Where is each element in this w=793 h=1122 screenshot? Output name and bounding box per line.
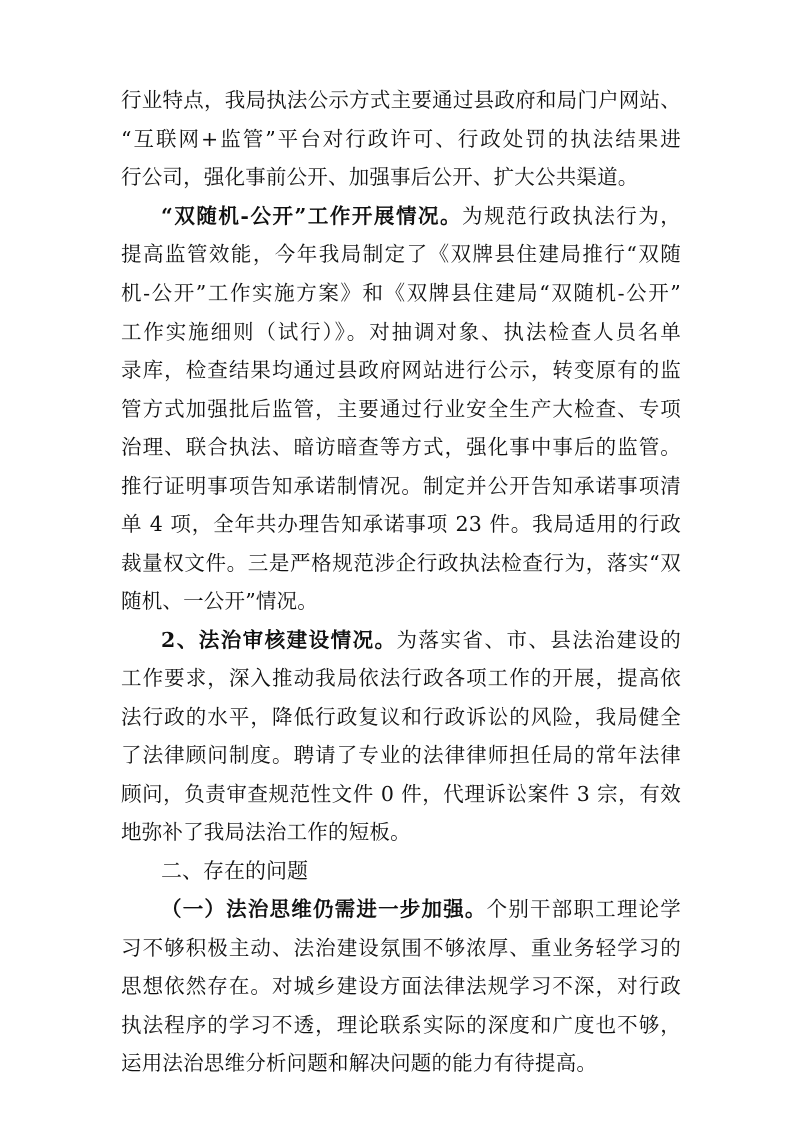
paragraph-text: 个别干部职工理论学 <box>486 897 681 921</box>
paragraph-line: 推行证明事项告知承诺制情况。制定并公开告知承诺事项清 <box>121 474 681 498</box>
paragraph-line: 了法律顾问制度。聘请了专业的法律律师担任局的常年法律 <box>121 743 681 767</box>
paragraph-line: 提高监管效能，今年我局制定了《双牌县住建局推行“双随 <box>121 242 681 266</box>
paragraph-line: 工作实施细则（试行）》。对抽调对象、执法检查人员名单 <box>121 320 681 344</box>
subsection-title: “双随机-公开”工作开展情况。 <box>161 204 463 228</box>
subsection-title: （一）法治思维仍需进一步加强。 <box>161 897 487 921</box>
paragraph-text: 为规范行政执法行为， <box>462 204 682 228</box>
paragraph-line: 行公司，强化事前公开、加强事后公开、扩大公共渠道。 <box>121 165 639 189</box>
section-heading: 二、存在的问题 <box>161 859 308 883</box>
paragraph-text: 为落实省、市、县法治建设的 <box>396 628 681 652</box>
paragraph-line: 随机、一公开”情况。 <box>121 589 318 613</box>
paragraph-line: 习不够积极主动、法治建设氛围不够浓厚、重业务轻学习的 <box>121 936 681 960</box>
paragraph-first-line <box>161 620 681 660</box>
paragraph-line: “互联网+监管”平台对行政许可、行政处罚的执法结果进 <box>121 127 681 151</box>
paragraph-line: 运用法治思维分析问题和解决问题的能力有待提高。 <box>121 1051 598 1075</box>
paragraph-first-line <box>161 889 681 929</box>
paragraph-line: 顾问，负责审查规范性文件 0 件，代理诉讼案件 3 宗，有效 <box>121 782 681 806</box>
paragraph-first-line <box>161 196 681 236</box>
subsection-title: 2、法治审核建设情况。 <box>161 628 397 652</box>
paragraph-line: 法行政的水平，降低行政复议和行政诉讼的风险，我局健全 <box>121 705 681 729</box>
paragraph-line: 地弥补了我局法治工作的短板。 <box>121 820 411 844</box>
paragraph-line: 工作要求，深入推动我局依法行政各项工作的开展，提高依 <box>121 666 681 690</box>
paragraph-line: 行业特点，我局执法公示方式主要通过县政府和局门户网站、 <box>121 88 681 112</box>
paragraph-line: 录库，检查结果均通过县政府网站进行公示，转变原有的监 <box>121 358 681 382</box>
paragraph-line: 治理、联合执法、暗访暗查等方式，强化事中事后的监管。 <box>121 435 681 459</box>
paragraph-line: 机-公开”工作实施方案》和《双牌县住建局“双随机-公开” <box>121 281 681 305</box>
paragraph-line: 执法程序的学习不透，理论联系实际的深度和广度也不够， <box>121 1013 681 1037</box>
paragraph-line: 思想依然存在。对城乡建设方面法律法规学习不深，对行政 <box>121 974 681 998</box>
paragraph-line: 管方式加强批后监管，主要通过行业安全生产大检查、专项 <box>121 397 681 421</box>
paragraph-line: 裁量权文件。三是严格规范涉企行政执法检查行为，落实“双 <box>121 551 681 575</box>
paragraph-line: 单 4 项，全年共办理告知承诺事项 23 件。我局适用的行政 <box>121 512 681 536</box>
